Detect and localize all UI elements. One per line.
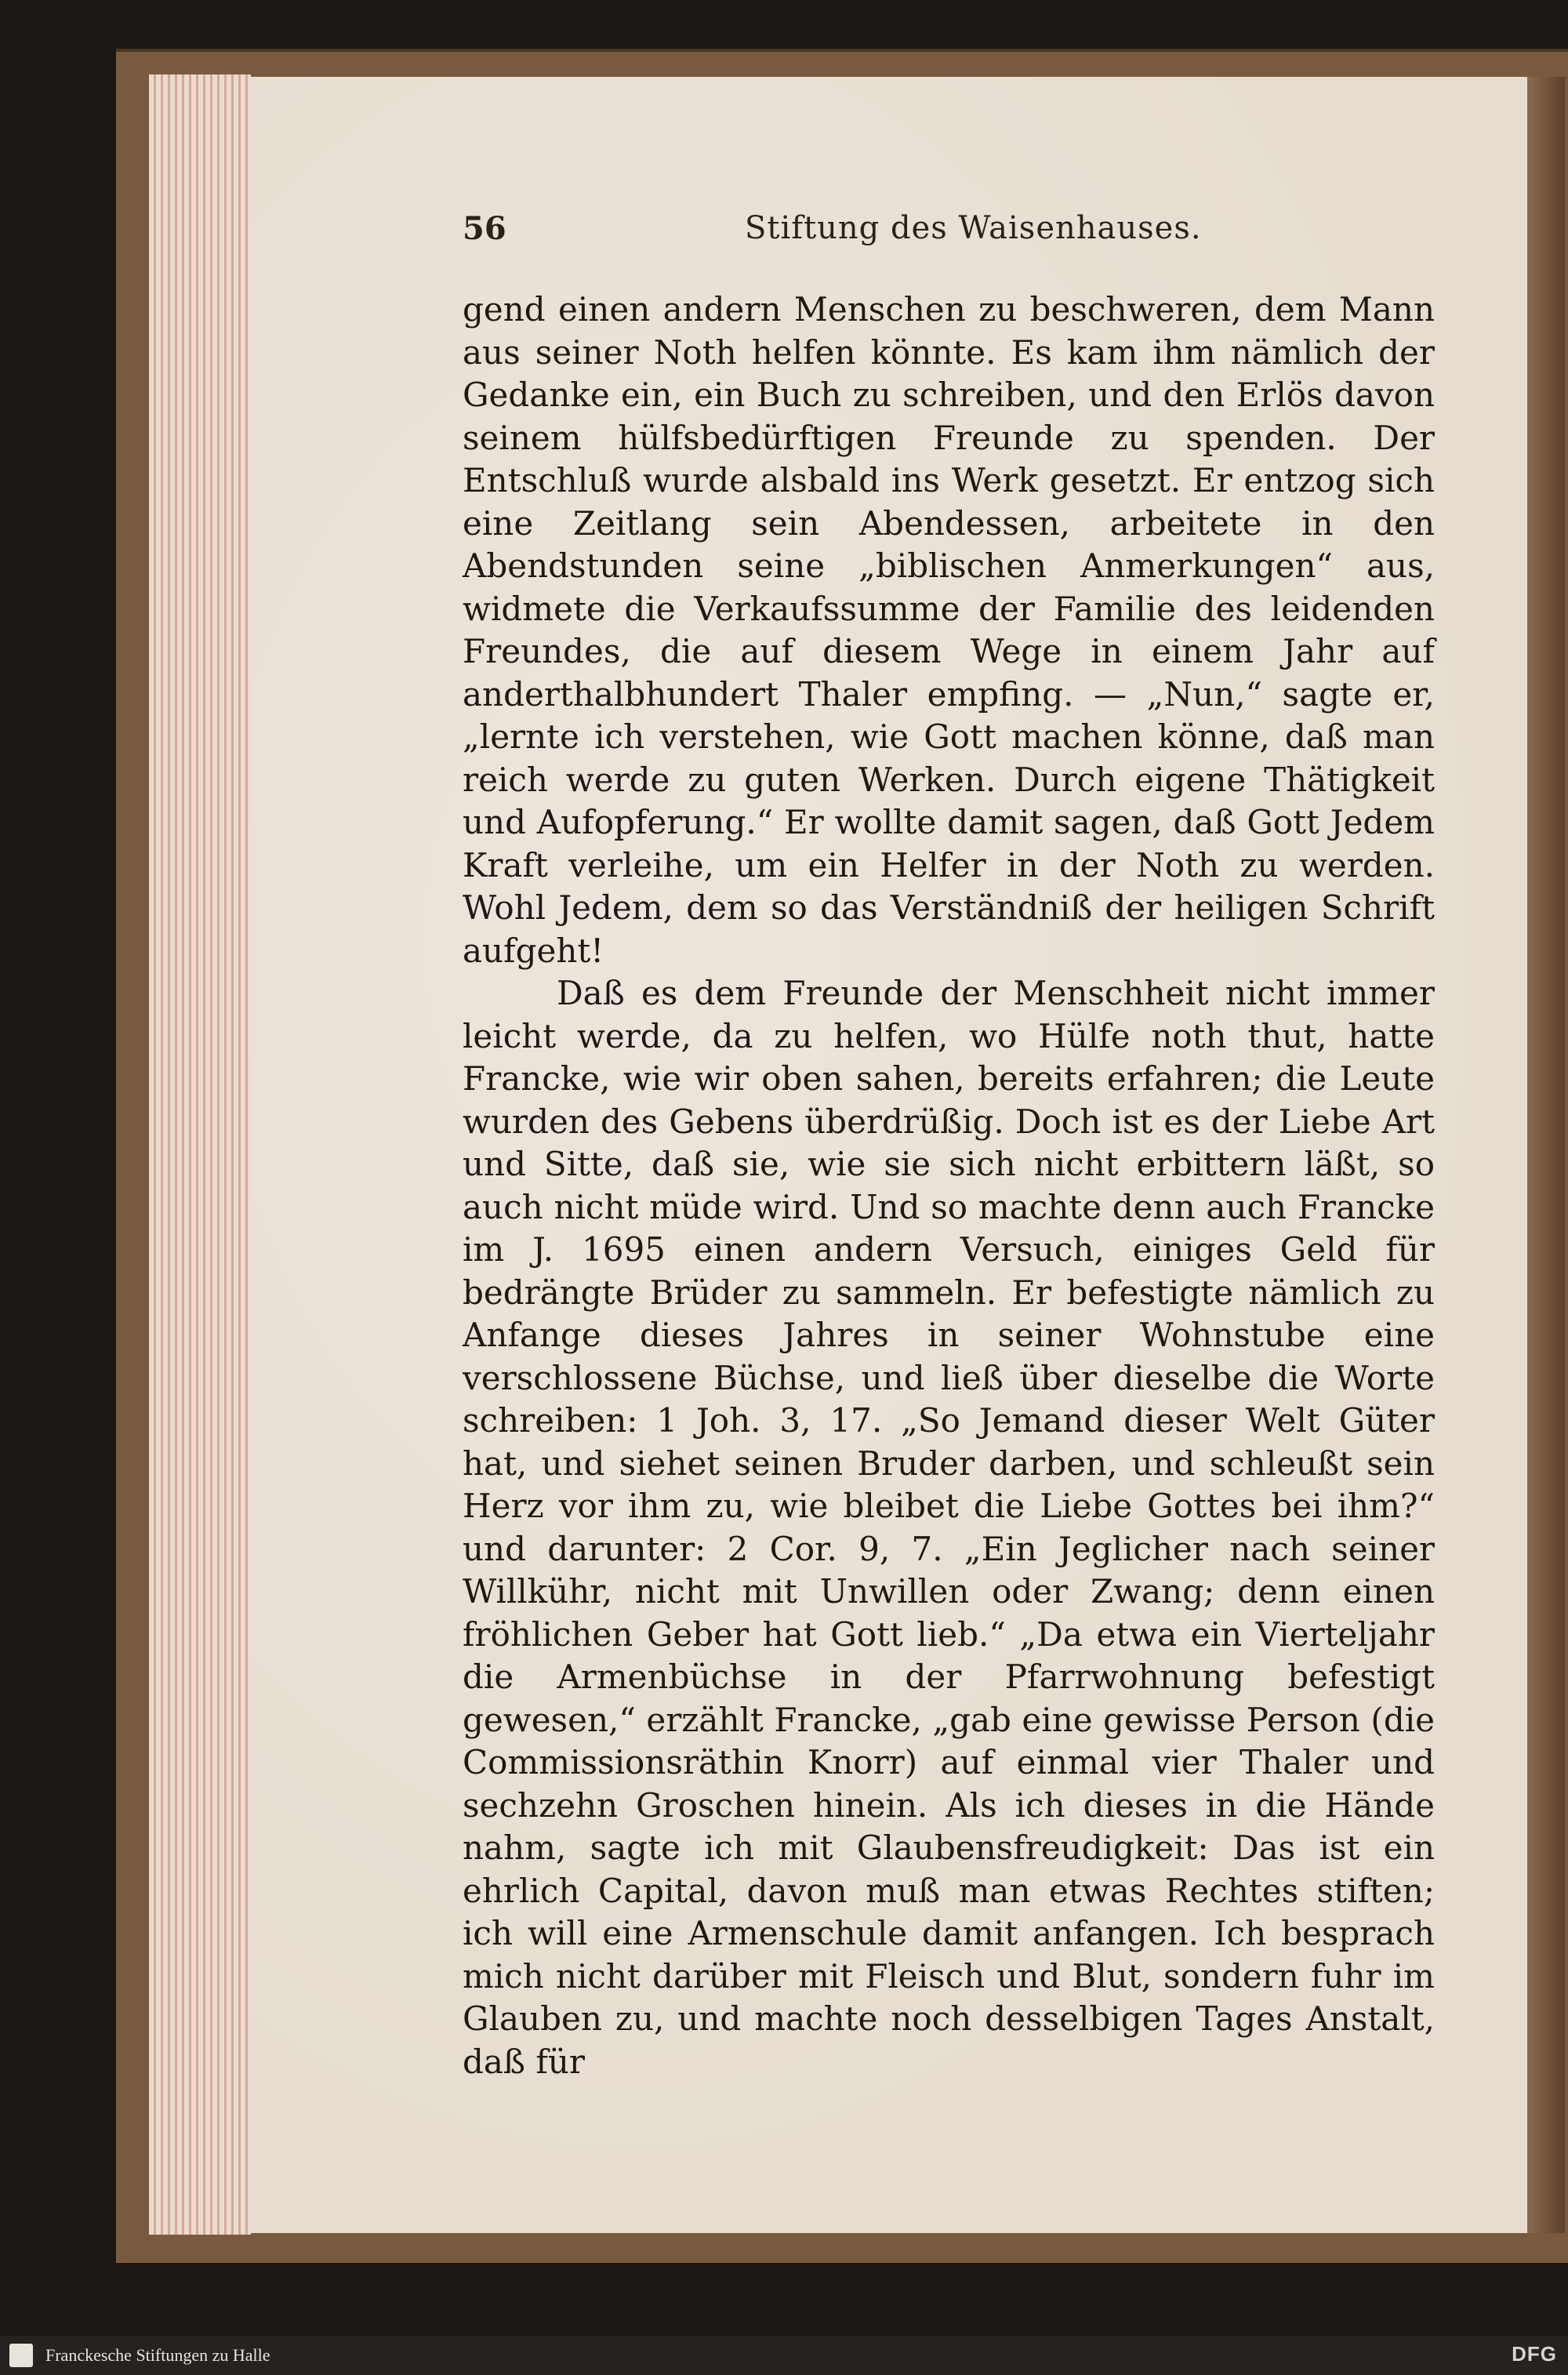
paragraph: Daß es dem Freunde der Menschheit nicht immer leicht werde, da zu helfen, wo Hülfe noth thut, hatte Francke, wie wir oben sahen, bereits erfahren; die Leute wurden des Gebens überdrüßig. Doch ist es der Liebe Art und Sitte, daß sie, wie sie sich nicht erbittern läßt, so auch nicht müde wird. Und so machte denn auch Francke im J. 1695 einen andern Versuch, einiges Geld für bedrängte Brüder zu sammeln. Er befestigte nämlich zu Anfange dieses Jahres in seiner Wohnstube eine verschlossene Büchse, und ließ über dieselbe die Worte schreiben: 1 Joh. 3, 17. „So Jemand dieser Welt Güter hat, und siehet seinen Bruder darben, und schleußt sein Herz vor ihm zu, wie bleibet die Liebe Gottes bei ihm?“ und darunter: 2 Cor. 9, 7. „Ein Jeglicher nach seiner Willkühr, nicht mit Unwillen oder Zwang; denn einen fröhlichen Geber hat Gott lieb.“ „Da etwa ein Vierteljahr die Armenbüchse in der Pfarrwohnung befestigt gewesen,“ erzählt Francke, „gab eine gewisse Person (die Commissionsräthin Knorr) auf einmal vier Thaler und sechzehn Groschen hinein. Als ich dieses in die Hände nahm, sagte ich mit Glaubensfreudigkeit: Das ist ein ehrlich Capital, davon muß man etwas Rechtes stiften; ich will eine Armenschule damit anfangen. Ich besprach mich nicht darüber mit Fleisch und Blut, sondern fuhr im Glauben zu, und machte noch desselbigen Tages Anstalt, daß für bbox=[463, 974, 1435, 2081]
institution-name: Franckesche Stiftungen zu Halle bbox=[45, 2345, 270, 2365]
book-spine-edge bbox=[1527, 77, 1565, 2233]
institution-logo-icon bbox=[9, 2344, 33, 2367]
viewer-footer-bar bbox=[0, 2336, 1568, 2375]
body-text bbox=[463, 289, 1435, 2083]
running-head-title: Stiftung des Waisenhauses. bbox=[745, 210, 1202, 246]
page-number: 56 bbox=[463, 210, 506, 247]
paragraph-continued: gend einen andern Menschen zu beschweren, dem Mann aus seiner Noth helfen könnte. Es kam ihm nämlich der Gedanke ein, ein Buch zu schreiben, und den Erlös davon seinem hülfsbedürftigen Freunde zu spenden. Der Entschluß wurde alsbald ins Werk gesetzt. Er entzog sich eine Zeitlang sein Abendessen, arbeitete in den Abendstunden seine „biblischen Anmerkungen“ aus, widmete die Verkaufssumme der Familie des leidenden Freundes, die auf diesem Wege in einem Jahr auf anderthalbhundert Thaler empfing. — „Nun,“ sagte er, „lernte ich verstehen, wie Gott machen könne, daß man reich werde zu guten Werken. Durch eigene Thätigkeit und Aufopferung.“ Er wollte damit sagen, daß Gott Jedem Kraft verleihe, um ein Helfer in der Noth zu werden. Wohl Jedem, dem so das Verständniß der heiligen Schrift aufgeht! bbox=[463, 290, 1435, 970]
page-edges bbox=[149, 74, 251, 2235]
running-head bbox=[463, 210, 1435, 257]
dfg-logo: DFG bbox=[1512, 2342, 1557, 2366]
